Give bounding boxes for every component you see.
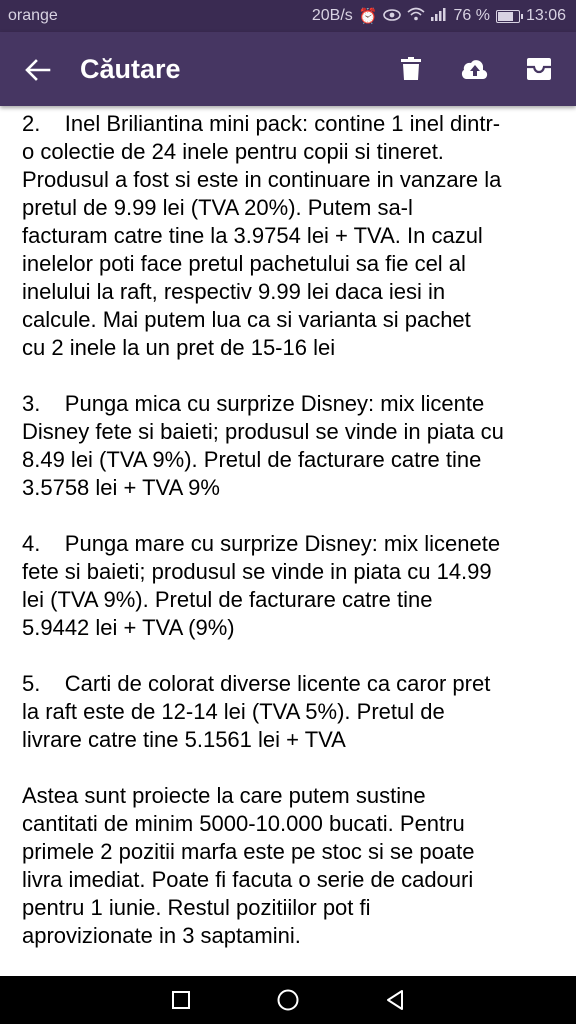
battery-percent: 76 % xyxy=(453,7,490,24)
paragraph-item-4: 4. Punga mare cu surprize Disney: mix licenete fete si baieti; produsul se vinde in piata cu 14.99 lei (TVA 9%). Pretul de facturare catre tine 5.9442 lei + TVA (9%) xyxy=(22,531,501,640)
page-title: Căutare xyxy=(80,54,181,84)
delete-button[interactable] xyxy=(396,54,426,84)
navigation-bar xyxy=(0,976,576,1024)
back-button[interactable] xyxy=(18,52,58,88)
archive-button[interactable] xyxy=(524,54,554,84)
upload-button[interactable] xyxy=(460,54,490,84)
app-bar xyxy=(0,32,576,106)
home-icon xyxy=(276,988,300,1012)
home-button[interactable] xyxy=(275,988,301,1012)
paragraph-item-3: 3. Punga mica cu surprize Disney: mix licente Disney fete si baieti; produsul se vinde in piata cu 8.49 lei (TVA 9%). Pretul de facturare catre tine 3.5758 lei + TVA 9% xyxy=(22,391,504,500)
back-arrow-icon xyxy=(25,59,51,81)
status-bar xyxy=(0,0,576,32)
paragraph-closing: Astea sunt proiecte la care putem sustine cantitati de minim 5000-10.000 bucati. Pentru primele 2 pozitii marfa este pe stoc si se poate livra imediat. Poate fi facuta o serie de cadouri pentru 1 iunie. Restul pozitiilor pot fi aprovizionate in 3 saptamini. xyxy=(22,783,475,948)
back-icon xyxy=(384,989,406,1011)
trash-icon xyxy=(400,57,422,81)
paragraph-item-2: 2. Inel Briliantina mini pack: contine 1 inel dintr- o colectie de 24 inele pentru copii si tineret. Produsul a fost si este in continuare in vanzare la pretul de 9.99 lei (TVA 20%). Putem sa-l facturam catre tine la 3.9754 lei + TVA. In cazul inelelor poti face pretul pachetului sa fie cel al inelului la raft, respectiv 9.99 lei daca iesi in calcule. Mai putem lua ca si varianta si pachet cu 2 inele la un pret de 15-16 lei xyxy=(22,111,502,360)
clock: 13:06 xyxy=(525,7,566,24)
wifi-icon xyxy=(407,7,425,25)
carrier-name: orange xyxy=(8,7,58,24)
upload-icon xyxy=(461,57,489,81)
message-body xyxy=(22,110,562,978)
recents-button[interactable] xyxy=(168,988,194,1012)
alarm-icon: ⏰ xyxy=(358,8,378,25)
signal-icon xyxy=(431,8,447,25)
battery-fill xyxy=(498,12,513,21)
eye-icon xyxy=(383,8,401,25)
back-nav-button[interactable] xyxy=(382,988,408,1012)
inbox-icon xyxy=(526,57,552,81)
battery-icon xyxy=(496,10,520,23)
recents-icon xyxy=(171,990,191,1010)
network-speed: 20B/s xyxy=(311,7,353,24)
paragraph-item-5: 5. Carti de colorat diverse licente ca caror pret la raft este de 12-14 lei (TVA 5%). Pretul de livrare catre tine 5.1561 lei + TVA xyxy=(22,671,491,752)
status-icons xyxy=(312,7,566,25)
